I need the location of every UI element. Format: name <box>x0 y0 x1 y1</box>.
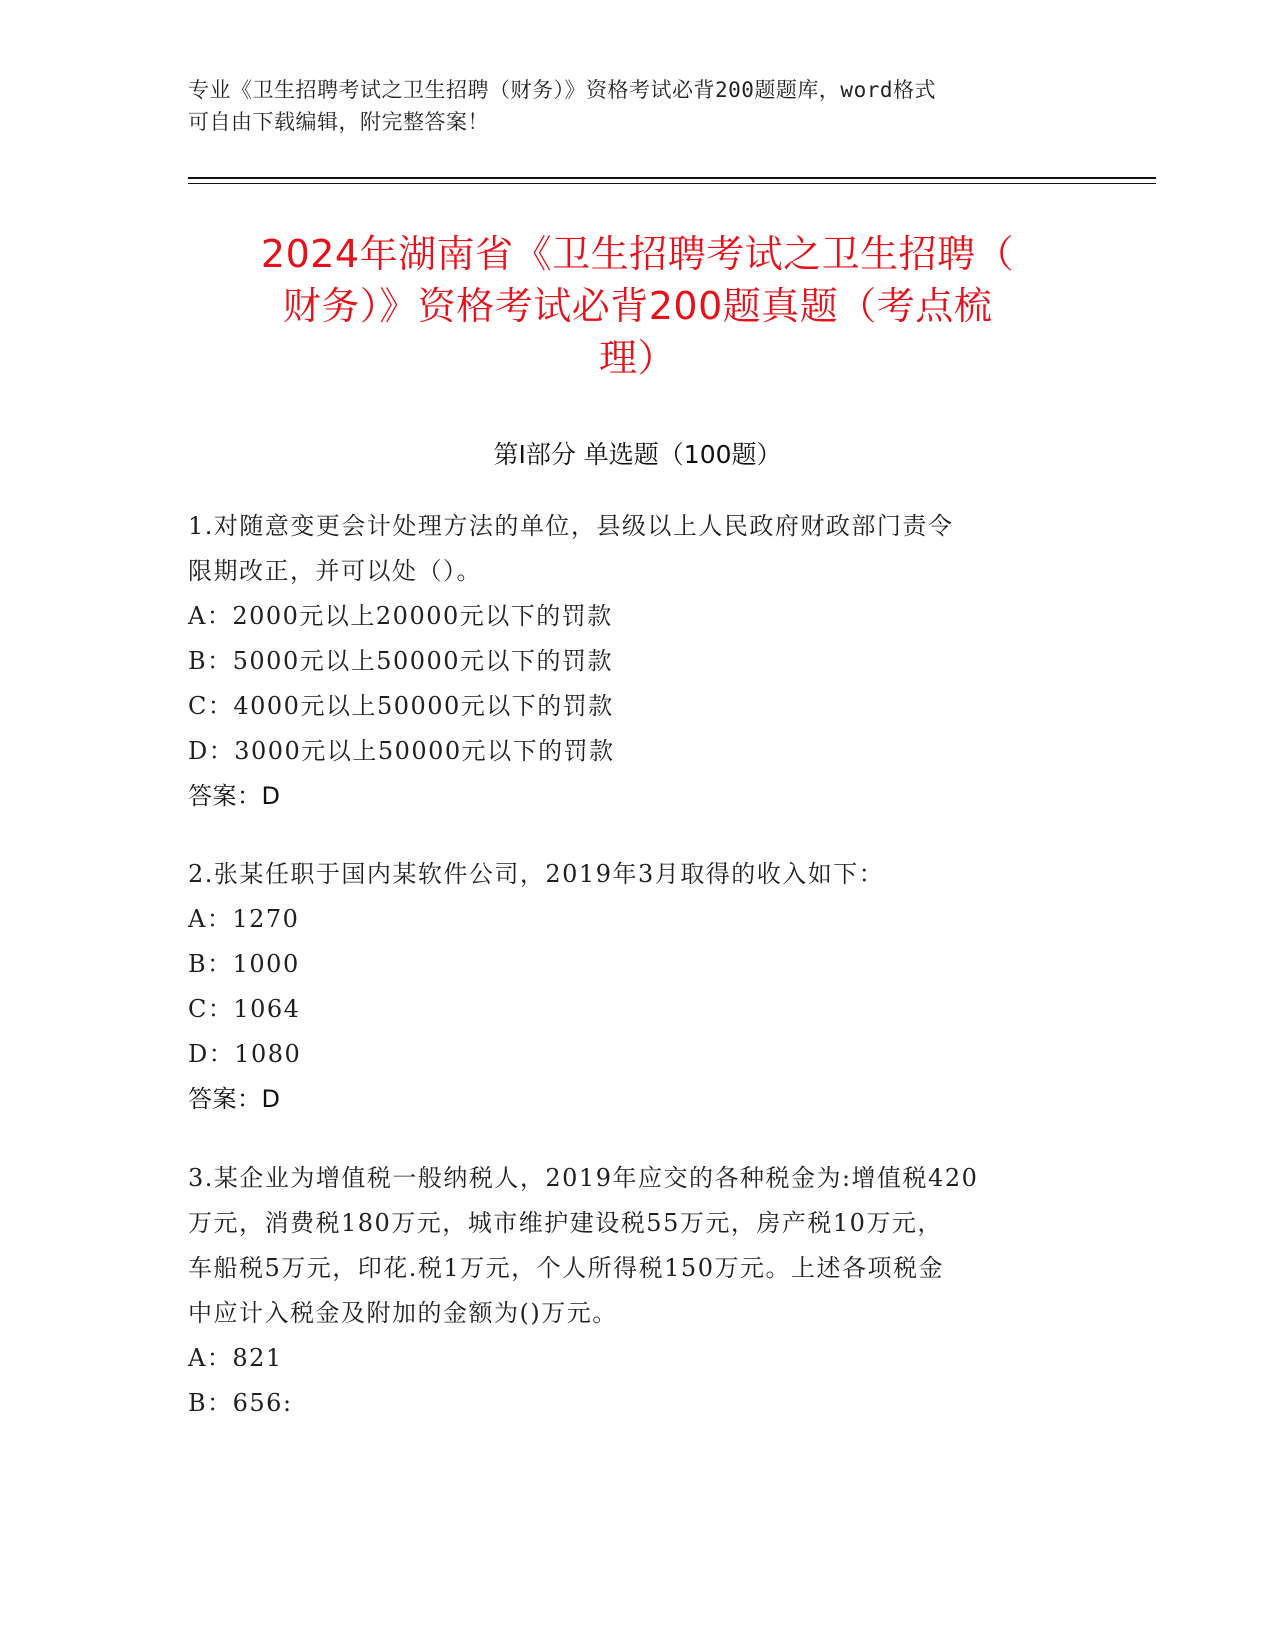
question-3 <box>188 1156 1088 1426</box>
title-line-3: 理） <box>598 336 676 380</box>
question-stem: 2.张某任职于国内某软件公司，2019年3月取得的收入如下： <box>188 860 885 888</box>
option-c: C：4000元以上50000元以下的罚款 <box>188 692 614 720</box>
option-a: A：2000元以上20000元以下的罚款 <box>188 602 613 630</box>
question-2 <box>188 852 1088 1122</box>
option-a: A：1270 <box>188 905 300 933</box>
option-b: B：1000 <box>188 950 300 978</box>
option-b: B：656: <box>188 1389 293 1417</box>
option-d: D：3000元以上50000元以下的罚款 <box>188 737 615 765</box>
answer: 答案：D <box>188 1085 281 1113</box>
header-note <box>188 74 1088 138</box>
header-divider-thick <box>188 177 1156 179</box>
section-heading: 第Ⅰ部分 单选题（100题） <box>493 440 782 469</box>
title-line-2: 财务）》资格考试必背200题真题（考点梳 <box>282 284 993 328</box>
question-stem: 中应计入税金及附加的金额为()万元。 <box>188 1299 618 1327</box>
question-stem: 限期改正，并可以处（）。 <box>188 557 482 585</box>
title-line-1: 2024年湖南省《卫生招聘考试之卫生招聘（ <box>260 232 1015 276</box>
question-stem: 万元，消费税180万元，城市维护建设税55万元，房产税10万元， <box>188 1209 943 1237</box>
header-divider-thin <box>188 183 1156 184</box>
question-stem: 车船税5万元，印花.税1万元，个人所得税150万元。上述各项税金 <box>188 1254 944 1282</box>
header-note-line-1: 专业《卫生招聘考试之卫生招聘（财务）》资格考试必背200题题库，word格式 <box>188 78 936 102</box>
option-d: D：1080 <box>188 1040 302 1068</box>
option-c: C：1064 <box>188 995 301 1023</box>
answer: 答案：D <box>188 782 281 810</box>
document-title <box>160 228 1115 384</box>
question-1 <box>188 504 1088 819</box>
question-stem: 1.对随意变更会计处理方法的单位，县级以上人民政府财政部门责令 <box>188 512 954 540</box>
question-stem: 3.某企业为增值税一般纳税人，2019年应交的各种税金为:增值税420 <box>188 1164 979 1192</box>
header-note-line-2: 可自由下载编辑，附完整答案！ <box>188 110 489 134</box>
option-a: A：821 <box>188 1344 283 1372</box>
option-b: B：5000元以上50000元以下的罚款 <box>188 647 614 675</box>
